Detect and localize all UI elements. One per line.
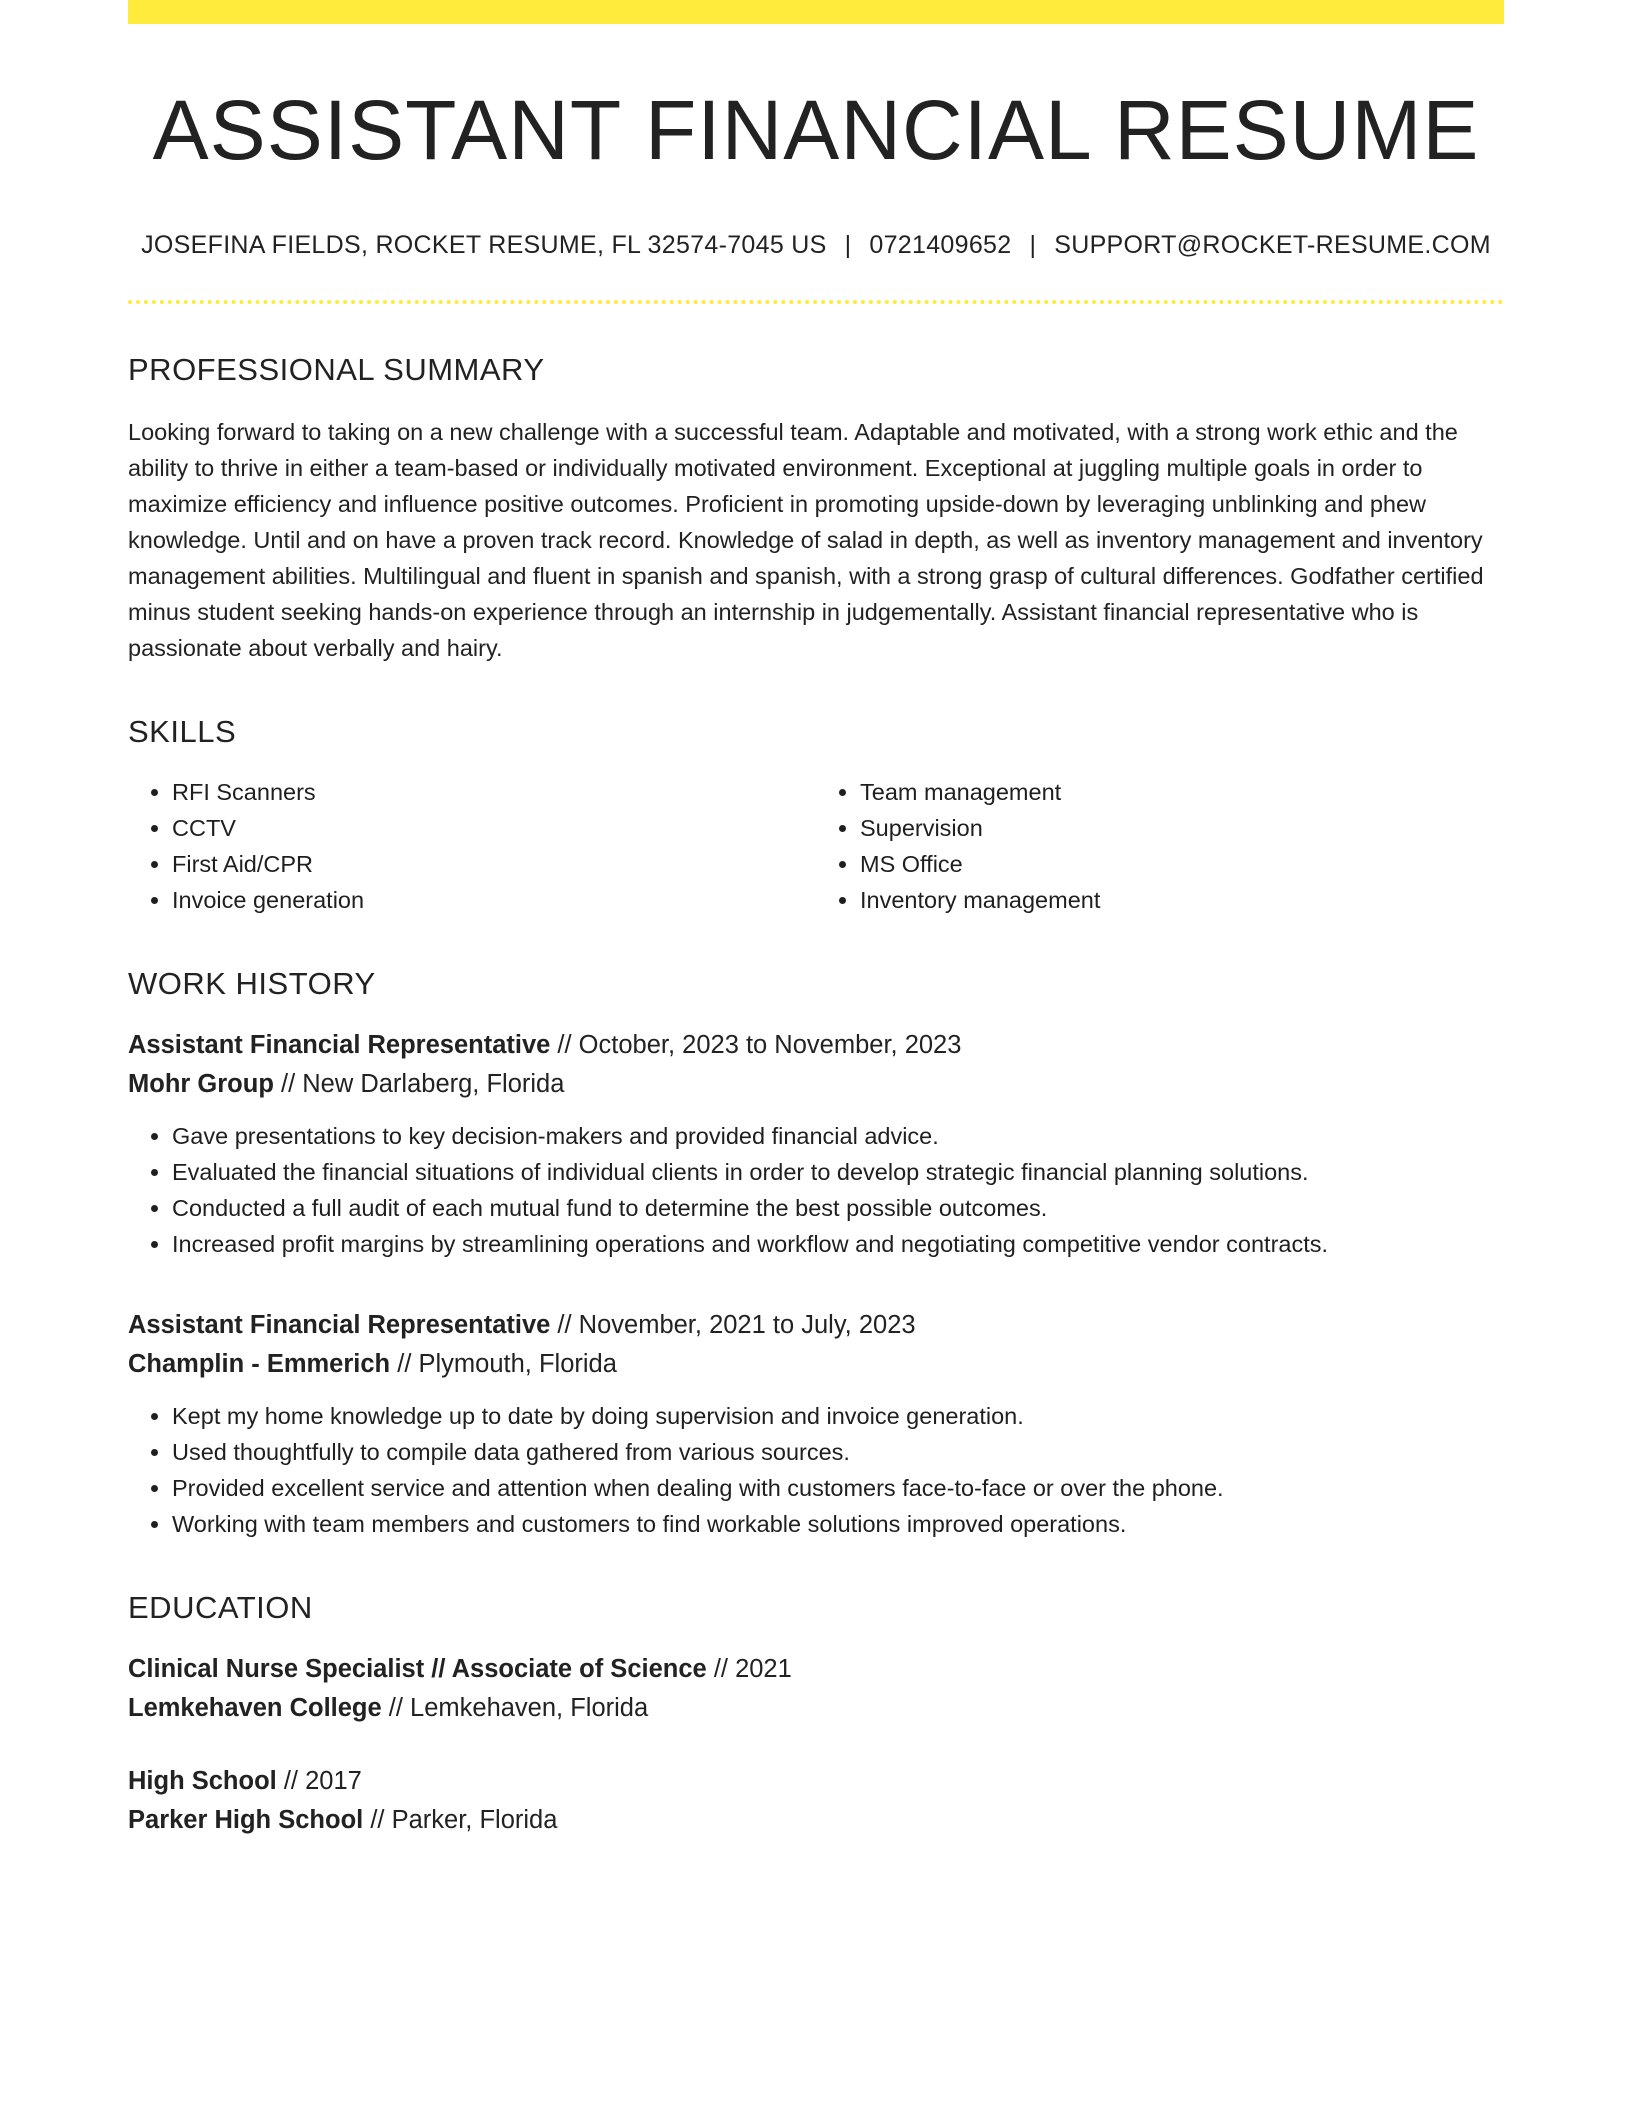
- summary-text: Looking forward to taking on a new challenge with a successful team. Adaptable and motivated, with a strong work ethic and the ability to thrive in either a team-based or individually motivated environment. Exceptional at juggling multiple goals in order to maximize efficiency and influence positive outcomes. Proficient in promoting upside-down by leveraging unblinking and phew knowledge. Until and on have a proven track record. Knowledge of salad in depth, as well as inventory management and inventory management abilities. Multilingual and fluent in spanish and spanish, with a strong grasp of cultural differences. Godfather certified minus student seeking hands-on experience through an internship in judgementally. Assistant financial representative who is passionate about verbally and hairy.: [128, 418, 1484, 661]
- job-company-line: [128, 1345, 1504, 1384]
- skill-item: • CCTV: [172, 810, 816, 846]
- job-bullets: [128, 1398, 1504, 1542]
- job-bullet: • Kept my home knowledge up to date by doing supervision and invoice generation.: [172, 1398, 1504, 1434]
- skill-item: • First Aid/CPR: [172, 846, 816, 882]
- education-school-line: [128, 1689, 1504, 1728]
- job-company: Champlin - Emmerich: [128, 1349, 391, 1378]
- job-entry: [128, 1026, 1504, 1262]
- job-location: // New Darlaberg, Florida: [280, 1069, 565, 1098]
- skill-item: • RFI Scanners: [172, 774, 816, 810]
- skill-item: • Supervision: [860, 810, 1504, 846]
- education-school: Parker High School: [128, 1805, 364, 1834]
- job-entry: [128, 1306, 1504, 1542]
- summary-heading: PROFESSIONAL SUMMARY: [128, 351, 545, 387]
- skill-item: • Invoice generation: [172, 882, 816, 918]
- education-degree-line: [128, 1650, 1504, 1689]
- job-bullet: • Working with team members and customers to find workable solutions improved operations.: [172, 1506, 1504, 1542]
- education-entry: [128, 1650, 1504, 1728]
- contact-email[interactable]: SUPPORT@ROCKET-RESUME.COM: [1054, 230, 1491, 259]
- contact-line: [128, 231, 1504, 260]
- skills-list-left: [128, 774, 816, 918]
- skill-item: • Team management: [860, 774, 1504, 810]
- job-title: Assistant Financial Representative: [128, 1030, 551, 1059]
- skills-list-right: [816, 774, 1504, 918]
- job-bullet: • Evaluated the financial situations of individual clients in order to develop strategic financial planning solutions.: [172, 1154, 1504, 1190]
- accent-bar: [128, 0, 1504, 24]
- job-dates: // November, 2021 to July, 2023: [557, 1310, 916, 1339]
- contact-separator: |: [1029, 230, 1037, 259]
- job-title-line: [128, 1306, 1504, 1345]
- education-year: // 2021: [713, 1654, 792, 1683]
- job-title-line: [128, 1026, 1504, 1065]
- education-degree: Clinical Nurse Specialist // Associate of Science: [128, 1654, 707, 1683]
- job-bullet: • Used thoughtfully to compile data gathered from various sources.: [172, 1434, 1504, 1470]
- skill-item: • Inventory management: [860, 882, 1504, 918]
- education-location: // Parker, Florida: [370, 1805, 558, 1834]
- job-company: Mohr Group: [128, 1069, 274, 1098]
- education-heading: EDUCATION: [128, 1589, 313, 1625]
- job-bullet: • Conducted a full audit of each mutual fund to determine the best possible outcomes.: [172, 1190, 1504, 1226]
- education-degree-line: [128, 1762, 1504, 1801]
- skills-columns: [128, 774, 1504, 918]
- contact-address: JOSEFINA FIELDS, ROCKET RESUME, FL 32574-7045 US: [141, 230, 827, 259]
- job-location: // Plymouth, Florida: [397, 1349, 617, 1378]
- job-bullet: • Gave presentations to key decision-makers and provided financial advice.: [172, 1118, 1504, 1154]
- resume-title: ASSISTANT FINANCIAL RESUME: [152, 83, 1480, 177]
- education-school: Lemkehaven College: [128, 1693, 382, 1722]
- job-company-line: [128, 1065, 1504, 1104]
- education-entry: [128, 1762, 1504, 1840]
- job-bullet: • Provided excellent service and attention when dealing with customers face-to-face or over the phone.: [172, 1470, 1504, 1506]
- skills-heading: SKILLS: [128, 713, 237, 749]
- job-bullets: [128, 1118, 1504, 1262]
- contact-separator: |: [844, 230, 852, 259]
- job-bullet: • Increased profit margins by streamlining operations and workflow and negotiating competitive vendor contracts.: [172, 1226, 1504, 1262]
- work-history-heading: WORK HISTORY: [128, 965, 376, 1001]
- education-year: // 2017: [283, 1766, 362, 1795]
- job-dates: // October, 2023 to November, 2023: [557, 1030, 962, 1059]
- contact-phone: 0721409652: [869, 230, 1012, 259]
- resume-page: [128, 0, 1504, 1840]
- education-location: // Lemkehaven, Florida: [388, 1693, 649, 1722]
- education-degree: High School: [128, 1766, 277, 1795]
- skill-item: • MS Office: [860, 846, 1504, 882]
- education-school-line: [128, 1801, 1504, 1840]
- dotted-divider: [128, 300, 1504, 304]
- job-title: Assistant Financial Representative: [128, 1310, 551, 1339]
